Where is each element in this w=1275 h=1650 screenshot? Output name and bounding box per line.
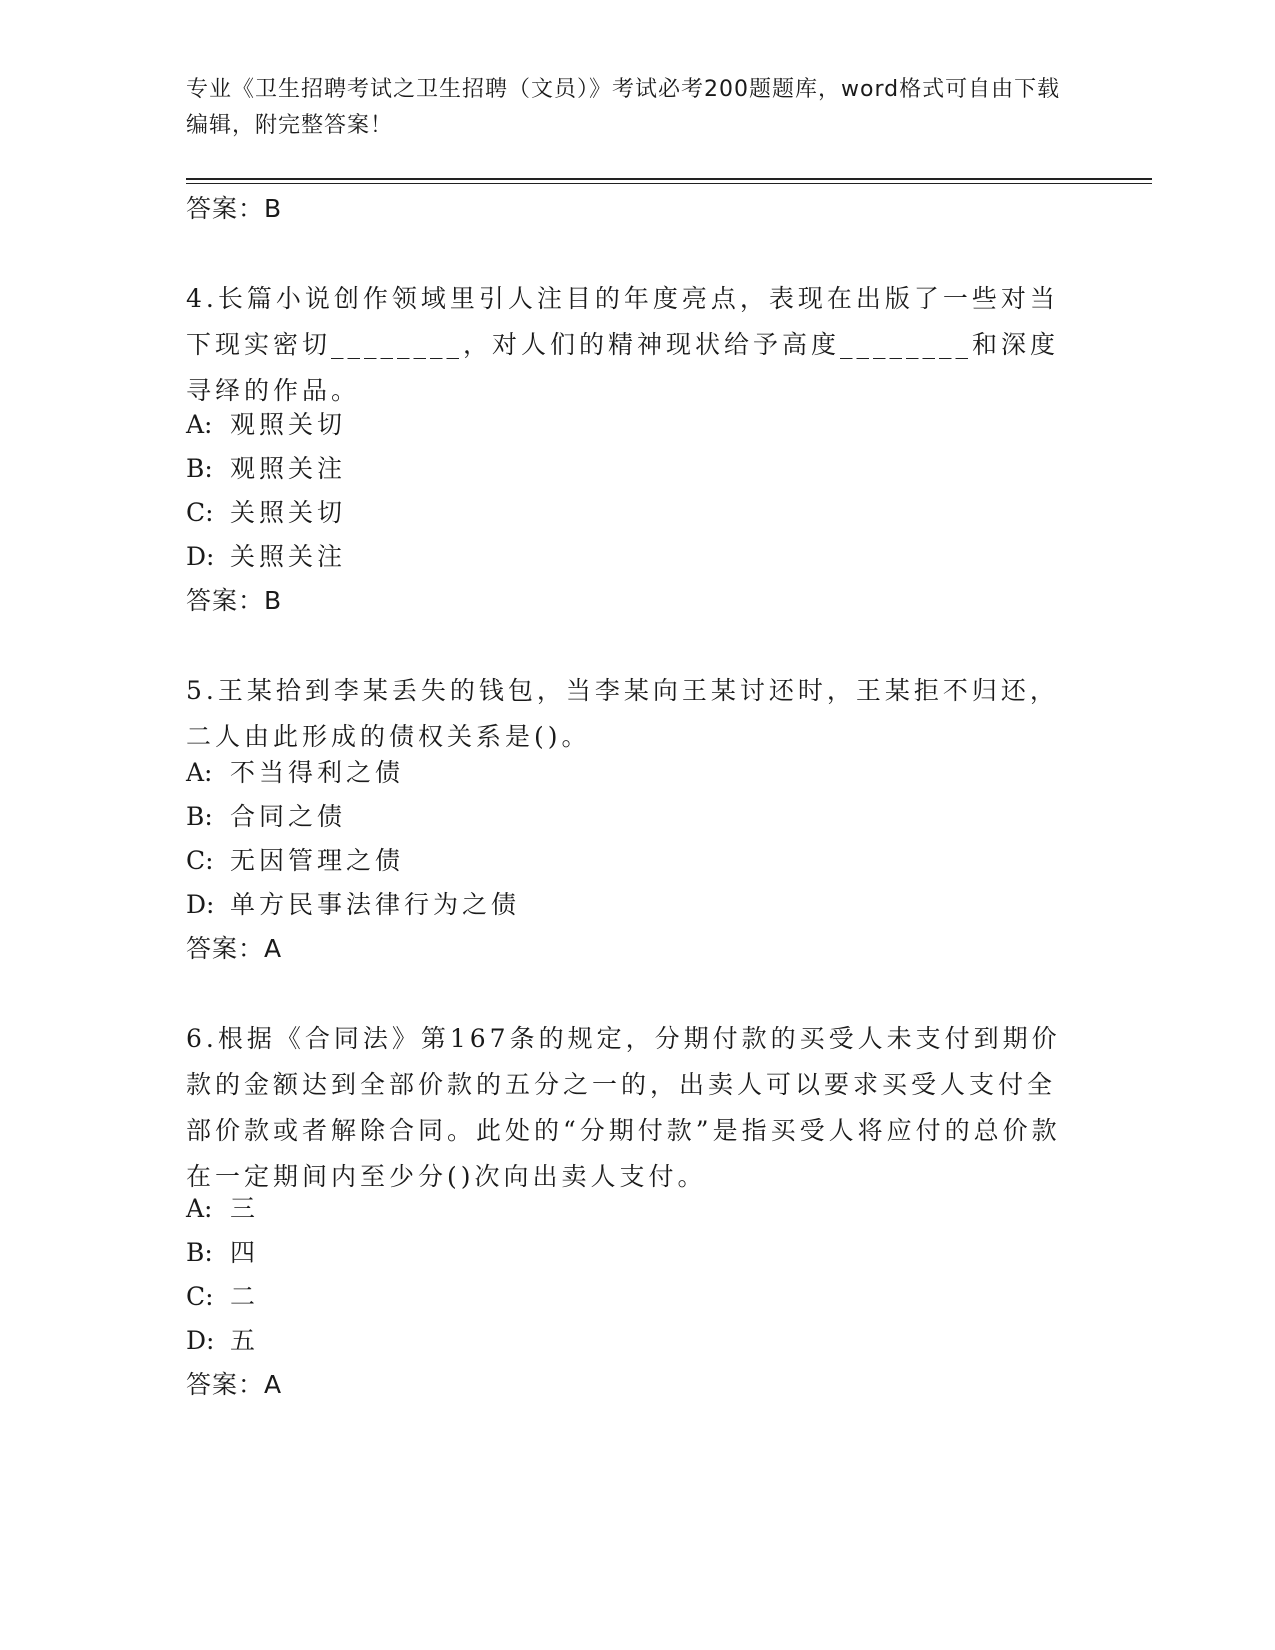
option-key: D: (186, 1326, 215, 1355)
option-key: D: (186, 890, 215, 919)
option-text: 观照关切 (230, 410, 347, 439)
option-text: 二 (230, 1282, 260, 1311)
option-d (186, 1324, 259, 1358)
option-text: 无因管理之债 (230, 846, 405, 875)
previous-answer: 答案：B (186, 194, 283, 223)
option-b (186, 1236, 259, 1270)
option-c (186, 496, 346, 530)
option-key: B: (186, 802, 213, 831)
option-key: A: (186, 410, 213, 439)
answer: 答案：A (186, 934, 283, 963)
answer: 答案：A (186, 1370, 283, 1399)
option-text: 四 (230, 1238, 260, 1267)
option-b (186, 452, 346, 486)
option-key: A: (186, 758, 213, 787)
option-key: B: (186, 1238, 213, 1267)
option-text: 三 (230, 1194, 260, 1223)
option-key: B: (186, 454, 213, 483)
header-rule-thin (186, 183, 1152, 184)
option-c (186, 844, 404, 878)
option-d (186, 888, 520, 922)
question-stem: 5.王某拾到李某丢失的钱包，当李某向王某讨还时，王某拒不归还，二人由此形成的债权关系是()。 (186, 676, 1059, 751)
option-key: C: (186, 846, 214, 875)
option-a (186, 1192, 259, 1226)
answer: 答案：B (186, 586, 283, 615)
option-a (186, 408, 346, 442)
option-text: 五 (230, 1326, 260, 1355)
option-text: 观照关注 (230, 454, 347, 483)
option-c (186, 1280, 259, 1314)
option-key: C: (186, 498, 214, 527)
option-key: D: (186, 542, 215, 571)
question-stem: 6.根据《合同法》第167条的规定，分期付款的买受人未支付到期价款的金额达到全部价款的五分之一的，出卖人可以要求买受人支付全部价款或者解除合同。此处的“分期付款”是指买受人将应付的总价款在一定期间内至少分()次向出卖人支付。 (186, 1024, 1061, 1191)
option-d (186, 540, 346, 574)
option-text: 关照关切 (230, 498, 347, 527)
document-header: 专业《卫生招聘考试之卫生招聘（文员）》考试必考200题题库，word格式可自由下载编辑，附完整答案！ (186, 77, 1061, 138)
option-a (186, 756, 404, 790)
option-text: 单方民事法律行为之债 (230, 890, 521, 919)
option-key: A: (186, 1194, 213, 1223)
question-stem: 4.长篇小说创作领域里引人注目的年度亮点，表现在出版了一些对当下现实密切________，对人们的精神现状给予高度________和深度寻绎的作品。 (186, 284, 1060, 405)
option-text: 合同之债 (230, 802, 347, 831)
option-b (186, 800, 346, 834)
option-text: 关照关注 (230, 542, 347, 571)
option-text: 不当得利之债 (230, 758, 405, 787)
header-rule (186, 178, 1152, 180)
option-key: C: (186, 1282, 214, 1311)
